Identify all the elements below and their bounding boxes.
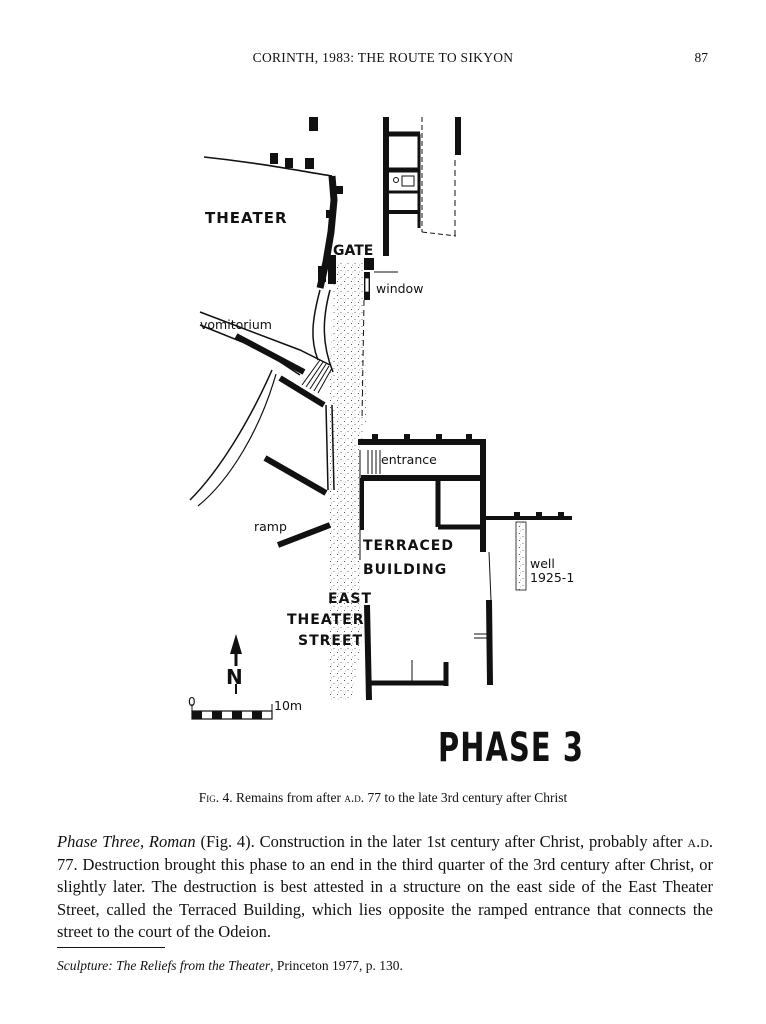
label-terraced-2: BUILDING	[363, 562, 448, 578]
vomitorium-steps	[302, 360, 332, 393]
body-italic-lead: Phase Three, Roman	[57, 832, 196, 851]
footnote	[57, 958, 403, 974]
entrance-steps	[368, 450, 380, 474]
north-label: N	[226, 665, 243, 689]
scale-label-end: 10m	[274, 698, 303, 713]
footnote-title: Sculpture: The Reliefs from the Theater	[57, 958, 271, 973]
label-ramp: ramp	[254, 519, 287, 534]
label-well-2: 1925-1	[530, 570, 575, 585]
label-well-1: well	[530, 556, 555, 571]
label-street-1: EAST	[328, 591, 373, 607]
caption-fig: Fig. 4.	[198, 790, 233, 805]
figure-caption	[0, 790, 766, 806]
page-number: 87	[694, 50, 708, 65]
body-paragraph	[57, 831, 713, 944]
caption-text-before: Remains from after	[232, 790, 345, 805]
ne-building-walls	[362, 117, 458, 420]
label-terraced-1: TERRACED	[363, 538, 454, 554]
caption-ad: a.d.	[344, 790, 365, 805]
label-street-2: THEATER	[287, 612, 365, 628]
label-street-3: STREET	[298, 633, 364, 649]
window-opening	[365, 278, 369, 292]
label-entrance: entrance	[381, 452, 437, 467]
vomitorium-walls	[236, 336, 324, 405]
label-gate: GATE	[333, 243, 374, 259]
ne-building-details	[394, 176, 415, 186]
label-vomitorium: vomitorium	[200, 317, 272, 332]
body-ad: a.d.	[687, 832, 714, 851]
scale-label-start: 0	[188, 695, 196, 709]
label-theater: THEATER	[205, 209, 288, 227]
running-title: CORINTH, 1983: THE ROUTE TO SIKYON	[252, 50, 514, 65]
footnote-rule	[57, 947, 165, 948]
footnote-rest: , Princeton 1977, p. 130.	[270, 958, 403, 973]
body-part1: (Fig. 4). Construction in the later 1st century after Christ, probably after	[195, 832, 688, 851]
phase-heading: PHASE 3	[438, 725, 584, 771]
well-shaft	[516, 522, 526, 590]
label-window: window	[376, 281, 424, 296]
scale-bar	[192, 704, 272, 719]
body-part2: 77. Destruction brought this phase to an end in the third quarter of the 3rd century after Christ, or slightly later. The destruction is best attested in a structure on the east side of the East Theater Street, called the Terraced Building, which lies opposite the ramped entrance that connects the street to the court of the Odeion.	[57, 854, 713, 941]
caption-text-after: 77 to the late 3rd century after Christ	[364, 790, 568, 805]
